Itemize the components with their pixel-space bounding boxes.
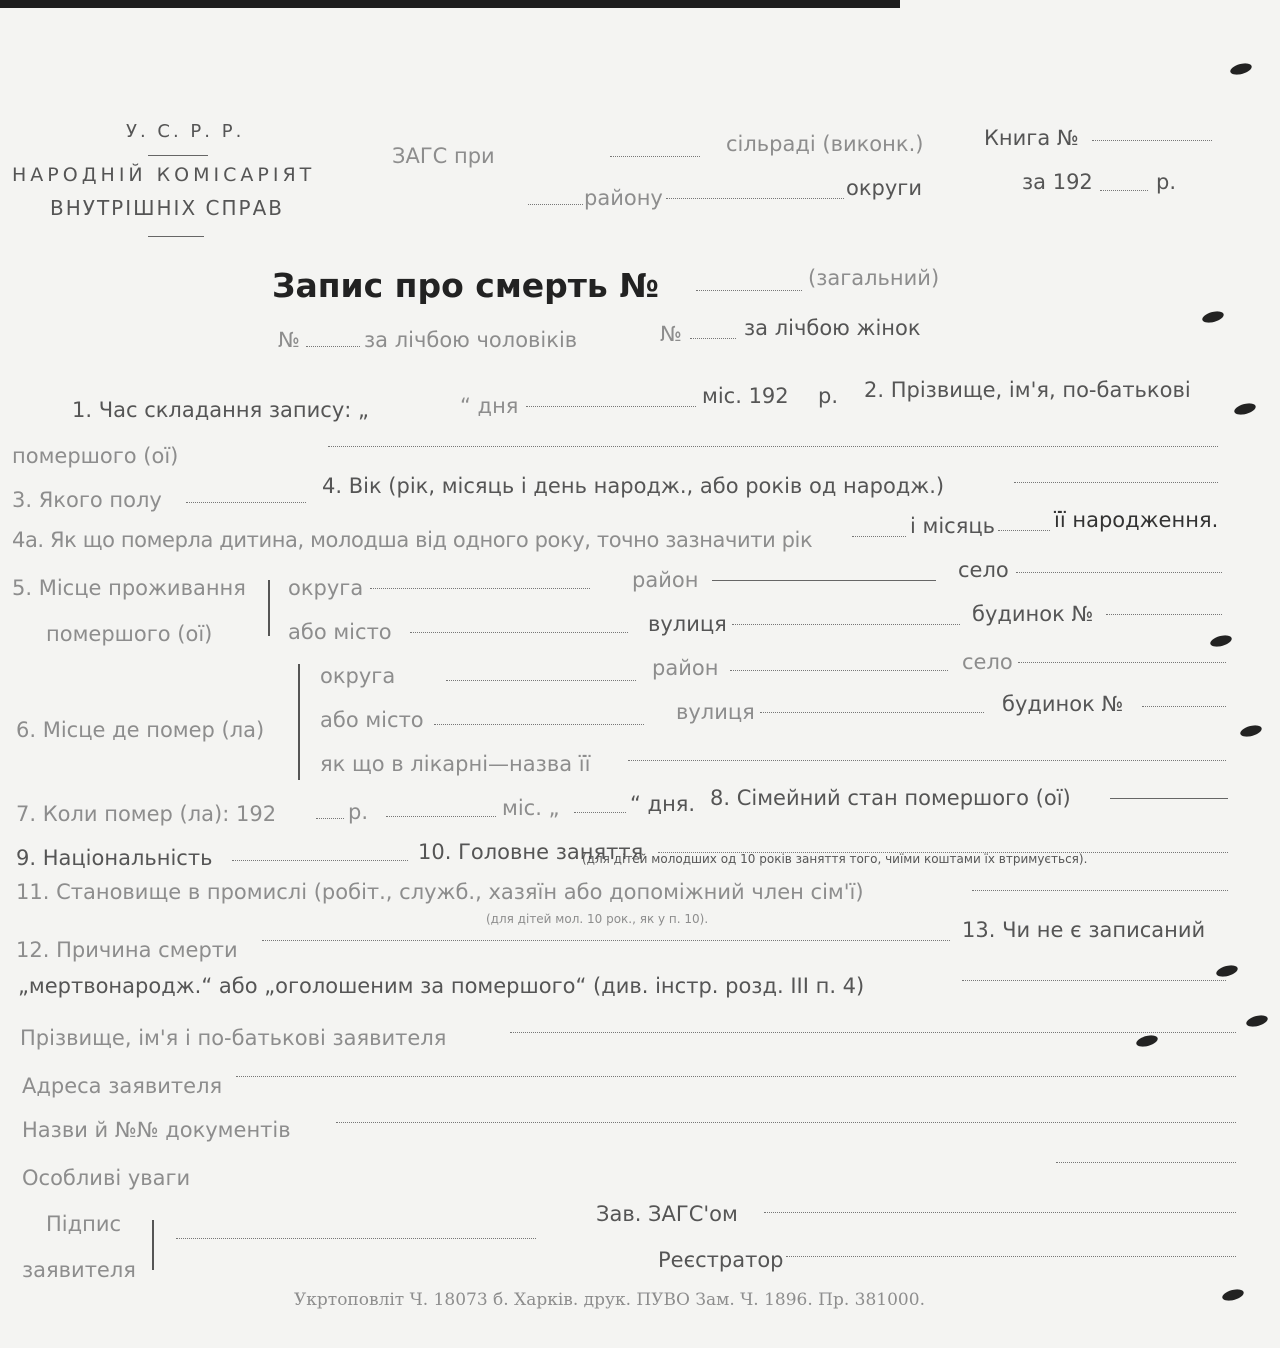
field5-selo-line: [1016, 572, 1222, 573]
men-no-line: [306, 346, 360, 347]
field5-label-2: помершого (ої): [46, 622, 213, 646]
field12-label: 12. Причина смерти: [16, 938, 238, 962]
zags-label: ЗАГС при: [392, 144, 495, 168]
field6-misto: або місто: [320, 708, 424, 732]
field4a-end: її народження.: [1054, 508, 1219, 532]
field5-okruha-line: [370, 588, 590, 589]
applicant-address-label: Адреса заявителя: [22, 1074, 223, 1098]
header-rule-bottom: [148, 236, 204, 237]
field4-label: 4. Вік (рік, місяць і день народж., або років од народж.): [322, 474, 945, 498]
field9-line: [232, 860, 408, 861]
applicant-name-label: Прізвище, ім'я і по-батькові заявителя: [20, 1026, 447, 1050]
field6-selo-line: [1018, 662, 1226, 663]
field5-label-1: 5. Місце проживання: [12, 576, 246, 600]
field5-budynok: будинок №: [972, 602, 1094, 626]
field2-label: 2. Прізвище, ім'я, по-батькові: [864, 378, 1191, 402]
field11-label: 11. Становище в промислі (робіт., служб., хазяїн або допоміжний член сім'ї): [16, 880, 864, 904]
field6-label: 6. Місце де помер (ла): [16, 718, 265, 742]
field7-day: “ дня.: [630, 792, 696, 816]
field4-line: [1014, 482, 1218, 483]
commissariat-line-1: НАРОДНІЙ КОМІСАРІЯТ: [12, 164, 316, 186]
year-label: за 192: [1022, 170, 1093, 194]
field5-vulytsia-line: [732, 624, 960, 625]
field11-note: (для дітей мол. 10 рок., як у п. 10).: [486, 912, 709, 926]
field7-month-line: [386, 816, 496, 817]
field6-okruha: округа: [320, 664, 396, 688]
field7-r: р.: [348, 800, 369, 824]
silradi-label: сільраді (виконк.): [726, 132, 924, 156]
field6-hospital: як що в лікарні—назва її: [320, 752, 591, 776]
registrar-label: Реєстратор: [658, 1248, 784, 1272]
field5-vulytsia: вулиця: [648, 612, 727, 636]
field2-cont: помершого (ої): [12, 444, 179, 468]
field6-misto-line: [434, 724, 644, 725]
binder-hole-1: [1229, 61, 1253, 76]
field13-cont: „мертвонародж.“ або „оголошеним за помершого“ (див. інстр. розд. III п. 4): [18, 974, 865, 998]
field6-budynok: будинок №: [1002, 692, 1124, 716]
scan-top-edge: [0, 0, 900, 8]
field4a-label: 4а. Як що померла дитина, молодша від одного року, точно зазначити рік: [12, 528, 813, 552]
field4a-month-line: [998, 530, 1050, 531]
field5-budynok-line: [1106, 614, 1222, 615]
field7-day-line: [574, 812, 626, 813]
zags-head-label: Зав. ЗАГС'ом: [596, 1202, 738, 1226]
field7-year-line: [316, 818, 344, 819]
field3-line: [186, 502, 306, 503]
raionu-label: району: [584, 186, 663, 210]
okruhy-label: округи: [846, 176, 922, 200]
applicant-name-line: [510, 1032, 1236, 1033]
field6-okruha-line: [446, 680, 636, 681]
binder-hole-7: [1245, 1013, 1269, 1028]
zags-line: [610, 156, 700, 157]
field10-label: 10. Головне заняття: [418, 840, 644, 864]
field6-raion: район: [652, 656, 719, 680]
header-rule-top: [148, 155, 208, 156]
field2-line: [328, 446, 1218, 447]
field11-line: [972, 890, 1228, 891]
printer-imprint: Укртоповліт Ч. 18073 б. Харків. друк. ПУВО Зам. Ч. 1896. Пр. 381000.: [294, 1290, 925, 1310]
binder-hole-3: [1233, 401, 1257, 416]
field4a-month: і місяць: [910, 514, 996, 538]
field6-budynok-line: [1142, 706, 1226, 707]
binder-hole-6: [1215, 963, 1239, 978]
field1-month: міс. 192: [702, 384, 789, 408]
men-no-label: №: [278, 328, 300, 352]
field6-selo: село: [962, 650, 1013, 674]
field6-raion-line: [730, 670, 948, 671]
binder-hole-2: [1201, 309, 1225, 324]
form-title: Запис про смерть №: [272, 266, 659, 305]
title-general: (загальний): [808, 266, 940, 290]
women-no-label: №: [660, 322, 682, 346]
field5-brace: [268, 580, 270, 636]
field13-line: [962, 980, 1226, 981]
field8-line: [1110, 798, 1228, 799]
field6-vulytsia: вулиця: [676, 700, 755, 724]
commissariat-line-2: ВНУТРІШНІХ СПРАВ: [50, 196, 284, 220]
title-number-line: [696, 290, 802, 291]
registrar-line: [786, 1256, 1236, 1257]
field7-month: міс. „: [502, 796, 560, 820]
field5-okruha: округа: [288, 576, 364, 600]
field1-quote: “ дня: [460, 394, 519, 418]
men-count-label: за лічбою чоловіків: [364, 328, 578, 352]
field5-misto-line: [410, 632, 628, 633]
binder-hole-9: [1221, 1287, 1245, 1302]
field5-misto: або місто: [288, 620, 392, 644]
binder-hole-8: [1135, 1033, 1159, 1048]
field6-brace: [298, 664, 300, 780]
women-count-label: за лічбою жінок: [744, 316, 921, 340]
women-no-line: [690, 338, 736, 339]
zags-head-line: [764, 1212, 1236, 1213]
applicant-address-line: [236, 1076, 1236, 1077]
field3-label: 3. Якого полу: [12, 488, 162, 512]
remarks-label: Особливі уваги: [22, 1166, 191, 1190]
year-r: р.: [1156, 170, 1177, 194]
field1-day-line: [526, 406, 696, 407]
field6-hospital-line: [628, 760, 1226, 761]
book-label: Книга №: [984, 126, 1079, 150]
signature-line: [176, 1238, 536, 1239]
signature-label-2: заявителя: [22, 1258, 136, 1282]
field5-raion-line: [712, 580, 936, 581]
field1-r: р.: [818, 384, 839, 408]
signature-brace: [152, 1220, 154, 1270]
field7-label: 7. Коли помер (ла): 192: [16, 802, 277, 826]
field10-note: (для дітей молодших од 10 років заняття того, чиїми коштами їх втримується).: [582, 852, 1088, 866]
field9-label: 9. Національність: [16, 846, 213, 870]
binder-hole-5: [1239, 723, 1263, 738]
raionu-line: [666, 198, 844, 199]
field4a-year-line: [852, 536, 906, 537]
remarks-line: [1056, 1162, 1236, 1163]
field5-selo: село: [958, 558, 1009, 582]
raion-pre-line: [528, 204, 583, 205]
field8-label: 8. Сімейний стан помершого (ої): [710, 786, 1071, 810]
field1-label: 1. Час складання запису: „: [72, 398, 369, 422]
field12-line: [262, 940, 950, 941]
documents-label: Назви й №№ документів: [22, 1118, 291, 1142]
field13-label: 13. Чи не є записаний: [962, 918, 1206, 942]
year-line: [1100, 190, 1148, 191]
binder-hole-4: [1209, 633, 1233, 648]
signature-label-1: Підпис: [46, 1212, 122, 1236]
book-line: [1092, 140, 1212, 141]
field6-vulytsia-line: [760, 712, 984, 713]
state-abbrev: У. С. Р. Р.: [126, 121, 245, 142]
documents-line: [336, 1122, 1236, 1123]
field5-raion: район: [632, 568, 699, 592]
